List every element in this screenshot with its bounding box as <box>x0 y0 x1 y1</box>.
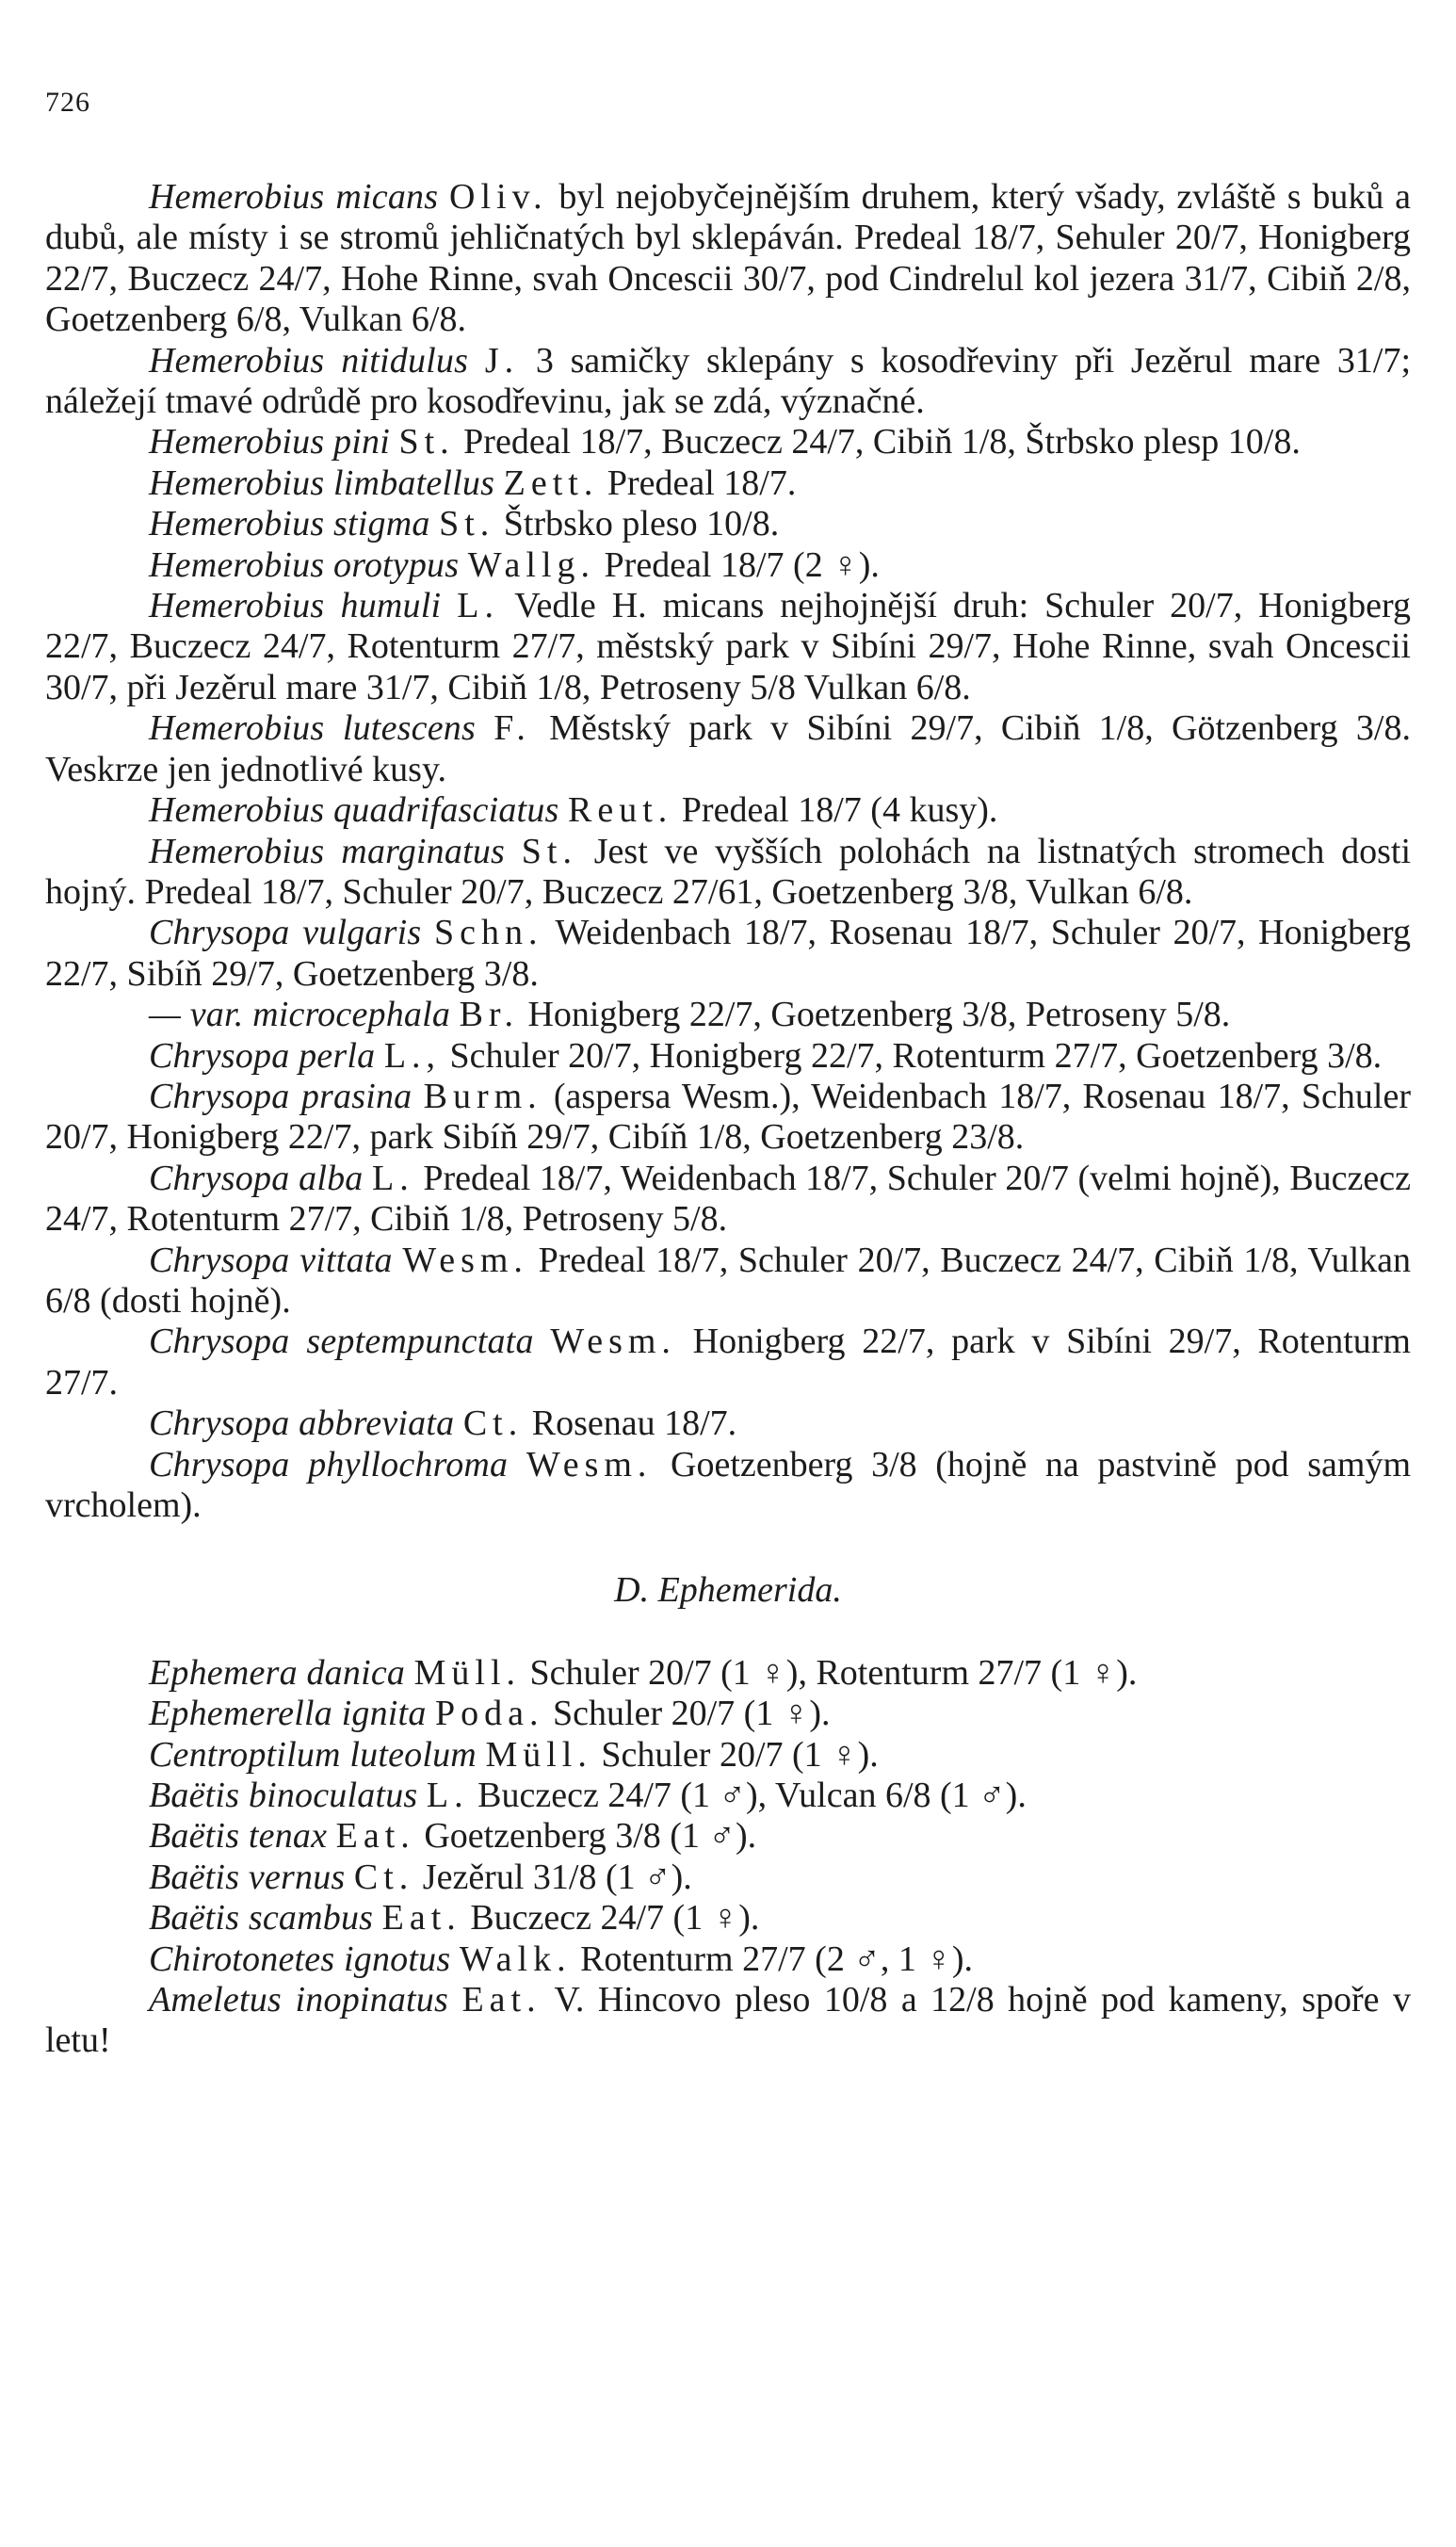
species-entry <box>45 1077 1411 1159</box>
species-entry <box>45 1403 1411 1444</box>
species-name: Hemerobius stigma <box>149 504 430 544</box>
species-name: Chirotonetes ignotus <box>149 1939 451 1979</box>
entry-text: Predeal 18/7 (4 kusy). <box>672 790 998 831</box>
entry-text: Weidenbach 18/7, Rosenau 18/7, Schuler 20/7, Honigberg 22/7, Sibíň 29/7, Goetzenberg 3/8. <box>45 913 1411 994</box>
species-name: Hemerobius pini <box>149 422 390 462</box>
species-entry <box>45 545 1411 586</box>
author-name: Burm. <box>423 1076 542 1116</box>
species-entry <box>45 341 1411 423</box>
species-entry <box>45 790 1411 831</box>
author-name: Ct. <box>353 1857 414 1897</box>
entry-text: Predeal 18/7, Weidenbach 18/7, Schuler 20/7 (velmi hojně), Buczecz 24/7, Rotenturm 27/7, Cibiň 1/8, Petroseny 5/8. <box>45 1158 1411 1240</box>
species-name: Hemerobius quadrifasciatus <box>149 790 559 831</box>
author-name: Schn. <box>434 913 543 953</box>
entry-text: Městský park v Sibíni 29/7, Cibiň 1/8, Götzenberg 3/8. Veskrze jen jednotlivé kusy. <box>45 708 1411 789</box>
species-name: Chrysopa abbreviata <box>149 1403 455 1444</box>
author-name: Ct. <box>462 1403 524 1444</box>
species-entry <box>45 586 1411 708</box>
species-entry <box>45 1241 1411 1322</box>
entry-text: 3 samičky sklepány s kosodřeviny při Jezěrul mare 31/7; náležejí tmavé odrůdě pro kosodřevinu, jak se zdá, význačné. <box>45 340 1412 422</box>
species-entry <box>45 1653 1411 1694</box>
entry-text: Schuler 20/7 (1 ♀). <box>543 1694 831 1734</box>
species-name: Baëtis scambus <box>149 1898 374 1939</box>
species-entry <box>45 1445 1411 1527</box>
entry-text: Goetzenberg 3/8 (hojně na pastvině pod samým vrcholem). <box>45 1444 1412 1525</box>
species-name: Chrysopa septempunctata <box>149 1322 534 1362</box>
entry-text: Goetzenberg 3/8 (1 ♂). <box>414 1816 757 1857</box>
author-name: L. <box>372 1158 414 1198</box>
entry-text: Buczecz 24/7 (1 ♀). <box>461 1898 760 1939</box>
species-name: Chrysopa vulgaris <box>149 913 422 953</box>
species-name: Chrysopa alba <box>149 1158 364 1198</box>
author-name: St. <box>521 831 577 871</box>
author-name: Walk. <box>459 1939 572 1979</box>
entry-text: Vedle H. micans nejhojnější druh: Schuler 20/7, Honigberg 22/7, Buczecz 24/7, Rotenturm 27/7, městský park v Sibíni 29/7, Hohe Rinne, svah Oncescii 30/7, při Jezěrul mare 31/7, Cibiň 1/8, Petroseny 5/8 Vulkan 6/8. <box>45 586 1411 707</box>
entry-text: V. Hincovo pleso 10/8 a 12/8 hojně pod kameny, spoře v letu! <box>45 1980 1411 2061</box>
entry-text: Rosenau 18/7. <box>523 1403 737 1444</box>
species-name: Ameletus inopinatus <box>149 1980 448 2020</box>
author-name: Poda. <box>435 1694 544 1734</box>
species-entry <box>45 1036 1411 1077</box>
species-name: Hemerobius orotypus <box>149 544 460 585</box>
species-entry <box>45 422 1411 462</box>
species-entry <box>45 832 1411 914</box>
species-entry <box>45 177 1411 341</box>
species-name: Baëtis tenax <box>149 1816 328 1857</box>
author-name: L. <box>426 1776 469 1816</box>
author-name: Wesm. <box>550 1322 676 1362</box>
species-name: Ephemera danica <box>149 1652 406 1693</box>
species-name: Hemerobius lutescens <box>149 708 476 749</box>
author-name: St. <box>439 504 495 544</box>
species-name: Chrysopa phyllochroma <box>149 1444 509 1484</box>
species-name: Hemerobius micans <box>149 177 439 217</box>
entry-text: Predeal 18/7, Schuler 20/7, Buczecz 24/7, Cibiň 1/8, Vulkan 6/8 (dosti hojně). <box>45 1240 1412 1321</box>
species-name: Hemerobius nitidulus <box>149 340 469 381</box>
section-heading: D. Ephemerida. <box>614 1570 842 1611</box>
entry-text: Buczecz 24/7 (1 ♂), Vulcan 6/8 (1 ♂). <box>468 1776 1027 1816</box>
author-name: St. <box>398 422 455 462</box>
entry-text: Jezěrul 31/8 (1 ♂). <box>413 1857 692 1897</box>
species-entry <box>45 913 1411 995</box>
entry-text: Schuler 20/7 (1 ♀), Rotenturm 27/7 (1 ♀). <box>521 1652 1138 1693</box>
ephemerida-entries <box>45 1653 1411 2062</box>
entry-text: byl nejobyčejnějším druhem, který všady, zvláště s buků a dubů, ale místy i se stromů jehličnatých byl sklepáván. Predeal 18/7, Sehuler 20/7, Honigberg 22/7, Buczecz 24/7, Hohe Rinne, svah Oncescii 30/7, pod Cindrelul kol jezera 31/7, Cibiň 2/8, Goetzenberg 6/8, Vulkan 6/8. <box>45 177 1411 340</box>
entry-text: Honigberg 22/7, Goetzenberg 3/8, Petroseny 5/8. <box>518 995 1231 1035</box>
species-entry <box>45 1816 1411 1857</box>
author-name: J. <box>484 340 520 381</box>
author-name: L. <box>457 586 499 626</box>
neuroptera-entries <box>45 177 1411 1526</box>
entry-text: Honigberg 22/7, park v Sibíni 29/7, Rotenturm 27/7. <box>45 1322 1411 1403</box>
species-entry <box>45 1776 1411 1816</box>
entry-text: Predeal 18/7 (2 ♀). <box>595 544 880 585</box>
species-name: Hemerobius humuli <box>149 586 442 626</box>
entry-text: Predeal 18/7. <box>598 462 797 503</box>
author-name: Zett. <box>503 462 599 503</box>
entry-text: Jest ve vyšších polohách na listnatých stromech dosti hojný. Predeal 18/7, Schuler 20/7, Buczecz 27/61, Goetzenberg 3/8, Vulkan 6/8. <box>45 831 1412 912</box>
entry-text: Schuler 20/7 (1 ♀). <box>591 1734 879 1775</box>
author-name: Eat. <box>461 1980 542 2020</box>
species-name: Ephemerella ignita <box>149 1694 427 1734</box>
species-name: Hemerobius marginatus <box>149 831 506 871</box>
author-name: Eat. <box>381 1898 461 1939</box>
species-entry <box>45 1898 1411 1939</box>
entry-text: Štrbsko pleso 10/8. <box>494 504 780 544</box>
entry-text: Rotenturm 27/7 (2 ♂, 1 ♀). <box>571 1939 973 1979</box>
author-name: Wesm. <box>526 1444 653 1484</box>
species-entry <box>45 1694 1411 1734</box>
author-name: Müll. <box>485 1734 592 1775</box>
author-name: Wallg. <box>467 544 596 585</box>
species-entry <box>45 995 1411 1035</box>
species-name: Baëtis vernus <box>149 1857 346 1897</box>
author-name: F. <box>493 708 531 749</box>
species-name: Baëtis binoculatus <box>149 1776 418 1816</box>
species-entry <box>45 1735 1411 1776</box>
species-entry <box>45 1858 1411 1898</box>
species-name: Chrysopa perla <box>149 1035 376 1076</box>
species-entry <box>45 708 1411 790</box>
entry-text: (aspersa Wesm.), Weidenbach 18/7, Rosenau 18/7, Schuler 20/7, Honigberg 22/7, park Sibíň 29/7, Cibíň 1/8, Goetzenberg 23/8. <box>45 1076 1411 1158</box>
species-name: — var. microcephala <box>149 995 451 1035</box>
species-entry <box>45 1159 1411 1241</box>
species-entry <box>45 1980 1411 2062</box>
species-name: Centroptilum luteolum <box>149 1734 477 1775</box>
author-name: Oliv. <box>449 177 548 217</box>
species-entry <box>45 463 1411 504</box>
entry-text: Schuler 20/7, Honigberg 22/7, Rotenturm 27/7, Goetzenberg 3/8. <box>441 1035 1383 1076</box>
species-entry <box>45 504 1411 544</box>
author-name: L., <box>383 1035 442 1076</box>
species-entry <box>45 1939 1411 1980</box>
author-name: Reut. <box>568 790 673 831</box>
page-number: 726 <box>45 87 90 118</box>
entry-text: Predeal 18/7, Buczecz 24/7, Cibiň 1/8, Štrbsko plesp 10/8. <box>454 422 1301 462</box>
species-name: Hemerobius limbatellus <box>149 462 495 503</box>
author-name: Wesm. <box>402 1240 528 1280</box>
author-name: Eat. <box>335 1816 415 1857</box>
author-name: Br. <box>459 995 519 1035</box>
species-entry <box>45 1322 1411 1403</box>
author-name: Müll. <box>413 1652 522 1693</box>
document-body <box>45 177 1411 2062</box>
species-name: Chrysopa prasina <box>149 1076 413 1116</box>
species-name: Chrysopa vittata <box>149 1240 393 1280</box>
